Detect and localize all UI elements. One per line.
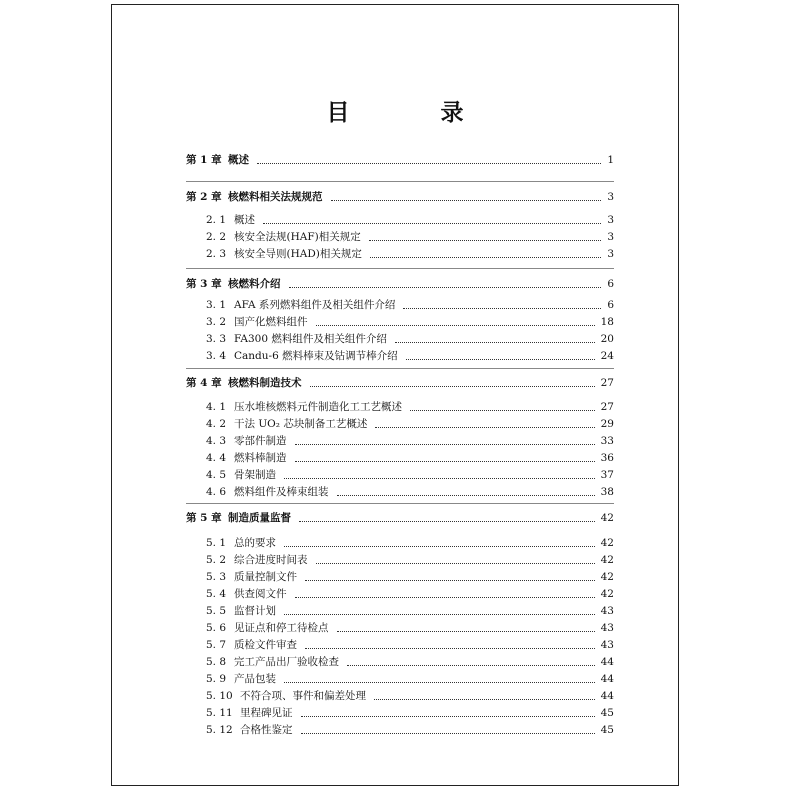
- toc-section-entry[interactable]: [206, 247, 614, 261]
- dot-leader: [375, 427, 595, 428]
- entry-page-number: 6: [607, 299, 614, 311]
- entry-number: 4. 1: [206, 401, 227, 413]
- dot-leader: [403, 308, 601, 309]
- toc-section-entry[interactable]: [206, 672, 614, 686]
- entry-title: 核安全导则(HAD)相关规定: [234, 248, 362, 260]
- entry-page-number: 42: [600, 588, 614, 600]
- entry-page-number: 43: [600, 622, 614, 634]
- dot-leader: [301, 733, 595, 734]
- entry-number: 3. 1: [206, 299, 227, 311]
- entry-number: 2. 1: [206, 214, 227, 226]
- dot-leader: [370, 257, 601, 258]
- toc-section-entry[interactable]: [206, 434, 614, 448]
- chapter-separator: [186, 368, 614, 369]
- entry-number: 第 3 章: [186, 278, 222, 290]
- dot-leader: [257, 163, 601, 164]
- toc-section-entry[interactable]: [206, 587, 614, 601]
- entry-page-number: 3: [607, 248, 614, 260]
- entry-number: 5. 2: [206, 554, 227, 566]
- entry-title: 质检文件审查: [234, 639, 297, 651]
- entry-number: 5. 11: [206, 707, 233, 719]
- dot-leader: [305, 580, 595, 581]
- entry-number: 3. 2: [206, 316, 227, 328]
- entry-number: 5. 6: [206, 622, 227, 634]
- entry-title: 概述: [234, 214, 255, 226]
- entry-number: 5. 12: [206, 724, 233, 736]
- entry-number: 4. 2: [206, 418, 227, 430]
- entry-title: 骨架制造: [234, 469, 276, 481]
- entry-number: 2. 2: [206, 231, 227, 243]
- toc-section-entry[interactable]: [206, 553, 614, 567]
- entry-title: 国产化燃料组件: [234, 316, 308, 328]
- dot-leader: [301, 716, 595, 717]
- entry-page-number: 37: [600, 469, 614, 481]
- dot-leader: [406, 359, 595, 360]
- entry-number: 5. 10: [206, 690, 233, 702]
- toc-section-entry[interactable]: [206, 349, 614, 363]
- dot-leader: [305, 648, 595, 649]
- entry-number: 3. 3: [206, 333, 227, 345]
- entry-number: 5. 8: [206, 656, 227, 668]
- entry-number: 5. 5: [206, 605, 227, 617]
- toc-chapter-entry[interactable]: [186, 190, 614, 204]
- entry-title: 产品包装: [234, 673, 276, 685]
- entry-title: 里程碑见证: [240, 707, 293, 719]
- entry-page-number: 1: [607, 154, 614, 166]
- entry-page-number: 18: [600, 316, 614, 328]
- entry-page-number: 3: [607, 191, 614, 203]
- entry-title: 核燃料介绍: [228, 278, 281, 290]
- toc-section-entry[interactable]: [206, 621, 614, 635]
- entry-page-number: 44: [600, 656, 614, 668]
- entry-title: 燃料组件及棒束组装: [234, 486, 329, 498]
- toc-section-entry[interactable]: [206, 536, 614, 550]
- entry-title: 压水堆核燃料元件制造化工工艺概述: [234, 401, 402, 413]
- dot-leader: [395, 342, 595, 343]
- entry-number: 4. 5: [206, 469, 227, 481]
- toc-section-entry[interactable]: [206, 451, 614, 465]
- toc-chapter-entry[interactable]: [186, 376, 614, 390]
- entry-page-number: 44: [600, 690, 614, 702]
- entry-number: 5. 4: [206, 588, 227, 600]
- toc-section-entry[interactable]: [206, 230, 614, 244]
- dot-leader: [284, 478, 595, 479]
- toc-section-entry[interactable]: [206, 689, 614, 703]
- entry-title: FA300 燃料组件及相关组件介绍: [234, 333, 387, 345]
- dot-leader: [316, 563, 595, 564]
- entry-number: 第 5 章: [186, 512, 222, 524]
- entry-number: 4. 4: [206, 452, 227, 464]
- entry-number: 第 4 章: [186, 377, 222, 389]
- toc-section-entry[interactable]: [206, 723, 614, 737]
- entry-page-number: 42: [600, 537, 614, 549]
- entry-page-number: 20: [600, 333, 614, 345]
- entry-page-number: 45: [600, 707, 614, 719]
- entry-title: 质量控制文件: [234, 571, 297, 583]
- dot-leader: [369, 240, 601, 241]
- dot-leader: [331, 200, 601, 201]
- entry-title: 制造质量监督: [228, 512, 291, 524]
- entry-number: 第 2 章: [186, 191, 222, 203]
- entry-page-number: 27: [600, 377, 614, 389]
- entry-page-number: 36: [600, 452, 614, 464]
- dot-leader: [284, 682, 595, 683]
- entry-number: 4. 3: [206, 435, 227, 447]
- dot-leader: [337, 631, 595, 632]
- entry-title: 核安全法规(HAF)相关规定: [234, 231, 361, 243]
- entry-page-number: 44: [600, 673, 614, 685]
- entry-title: 见证点和停工待检点: [234, 622, 329, 634]
- entry-number: 5. 1: [206, 537, 227, 549]
- toc-section-entry[interactable]: [206, 655, 614, 669]
- dot-leader: [295, 597, 595, 598]
- entry-page-number: 43: [600, 605, 614, 617]
- toc-section-entry[interactable]: [206, 417, 614, 431]
- entry-title: 综合进度时间表: [234, 554, 308, 566]
- entry-number: 5. 7: [206, 639, 227, 651]
- toc-section-entry[interactable]: [206, 315, 614, 329]
- toc-section-entry[interactable]: [206, 570, 614, 584]
- page-title: 目 录: [326, 99, 498, 126]
- entry-number: 4. 6: [206, 486, 227, 498]
- toc-section-entry[interactable]: [206, 298, 614, 312]
- entry-number: 5. 9: [206, 673, 227, 685]
- entry-title: 核燃料制造技术: [228, 377, 302, 389]
- entry-title: 概述: [228, 154, 249, 166]
- dot-leader: [347, 665, 595, 666]
- entry-page-number: 6: [607, 278, 614, 290]
- entry-page-number: 3: [607, 214, 614, 226]
- entry-number: 3. 4: [206, 350, 227, 362]
- entry-number: 第 1 章: [186, 154, 222, 166]
- entry-page-number: 33: [600, 435, 614, 447]
- entry-page-number: 3: [607, 231, 614, 243]
- dot-leader: [299, 521, 595, 522]
- chapter-separator: [186, 503, 614, 504]
- dot-leader: [284, 614, 595, 615]
- entry-page-number: 42: [600, 571, 614, 583]
- entry-page-number: 38: [600, 486, 614, 498]
- entry-number: 2. 3: [206, 248, 227, 260]
- entry-number: 5. 3: [206, 571, 227, 583]
- dot-leader: [295, 444, 595, 445]
- toc-chapter-entry[interactable]: [186, 511, 614, 525]
- entry-title: 总的要求: [234, 537, 276, 549]
- entry-title: 供查阅文件: [234, 588, 287, 600]
- chapter-separator: [186, 181, 614, 182]
- entry-page-number: 45: [600, 724, 614, 736]
- entry-title: 零部件制造: [234, 435, 287, 447]
- toc-section-entry[interactable]: [206, 400, 614, 414]
- dot-leader: [310, 386, 595, 387]
- dot-leader: [316, 325, 595, 326]
- toc-section-entry[interactable]: [206, 638, 614, 652]
- chapter-separator: [186, 268, 614, 269]
- entry-title: 干法 UO₂ 芯块制备工艺概述: [234, 418, 368, 430]
- entry-page-number: 29: [600, 418, 614, 430]
- dot-leader: [289, 287, 601, 288]
- entry-title: 不符合项、事件和偏差处理: [240, 690, 366, 702]
- toc-section-entry[interactable]: [206, 604, 614, 618]
- entry-title: Candu-6 燃料棒束及钴调节棒介绍: [234, 350, 398, 362]
- toc-section-entry[interactable]: [206, 332, 614, 346]
- toc-section-entry[interactable]: [206, 706, 614, 720]
- entry-title: 完工产品出厂验收检查: [234, 656, 339, 668]
- entry-page-number: 24: [600, 350, 614, 362]
- toc-section-entry[interactable]: [206, 485, 614, 499]
- dot-leader: [263, 223, 601, 224]
- dot-leader: [295, 461, 595, 462]
- entry-page-number: 42: [600, 512, 614, 524]
- entry-page-number: 27: [600, 401, 614, 413]
- dot-leader: [374, 699, 595, 700]
- toc-chapter-entry[interactable]: [186, 153, 614, 167]
- entry-title: 燃料棒制造: [234, 452, 287, 464]
- toc-section-entry[interactable]: [206, 213, 614, 227]
- dot-leader: [410, 410, 595, 411]
- entry-title: AFA 系列燃料组件及相关组件介绍: [234, 299, 396, 311]
- entry-title: 合格性鉴定: [240, 724, 293, 736]
- toc-section-entry[interactable]: [206, 468, 614, 482]
- entry-title: 监督计划: [234, 605, 276, 617]
- entry-page-number: 42: [600, 554, 614, 566]
- entry-title: 核燃料相关法规规范: [228, 191, 323, 203]
- entry-page-number: 43: [600, 639, 614, 651]
- dot-leader: [337, 495, 595, 496]
- dot-leader: [284, 546, 595, 547]
- toc-chapter-entry[interactable]: [186, 277, 614, 291]
